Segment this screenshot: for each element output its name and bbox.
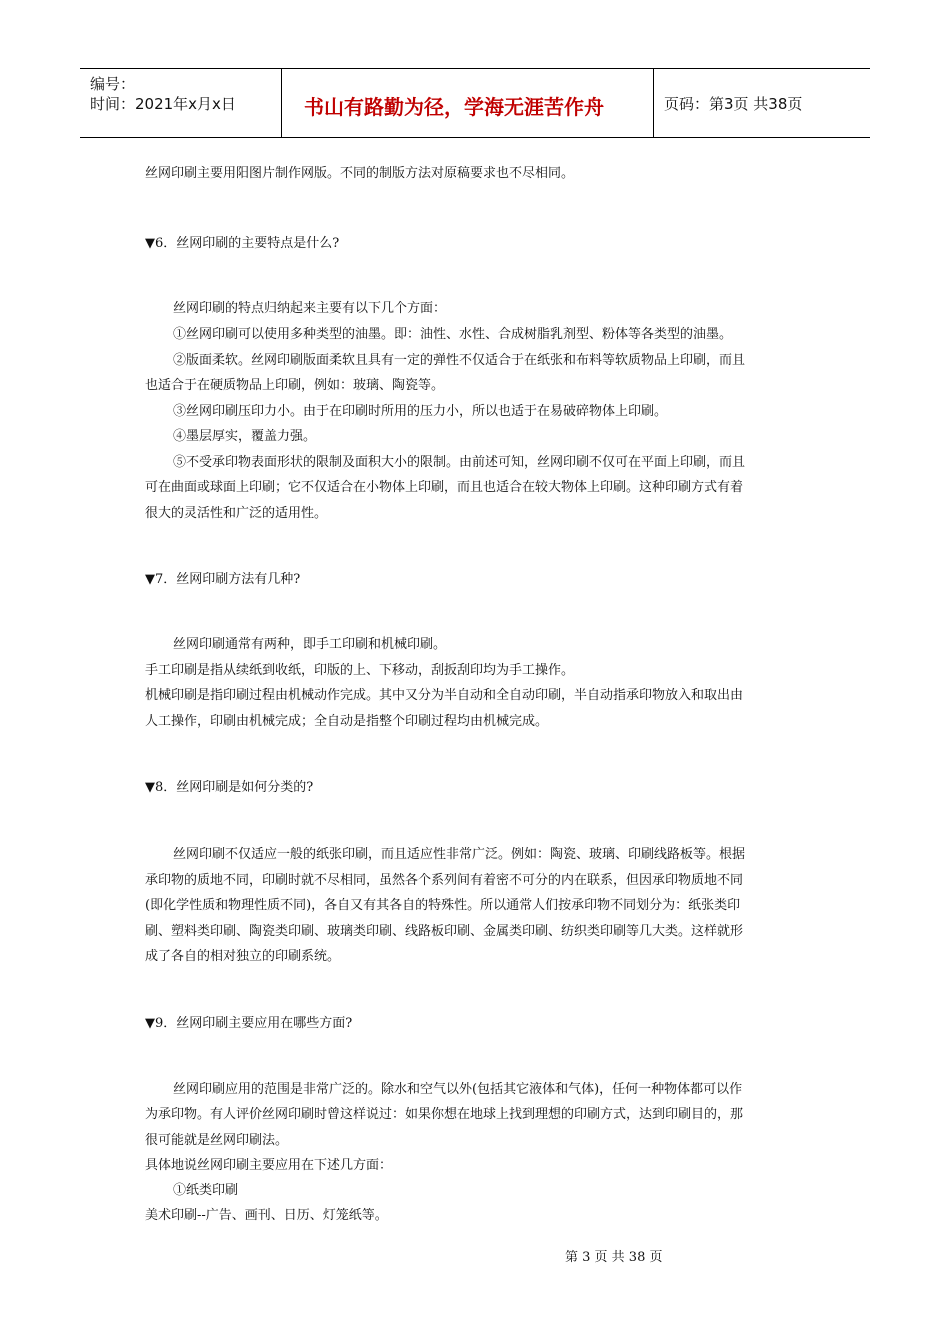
header-page-cell: [654, 69, 870, 137]
body-line: 人工操作，印刷由机械完成；全自动是指整个印刷过程均由机械完成。: [145, 714, 549, 729]
body-line: 手工印刷是指从续纸到收纸，印版的上、下移动，刮扳刮印均为手工操作。: [145, 663, 575, 678]
list-item: ③丝网印刷压印力小。由于在印刷时所用的压力小，所以也适于在易破碎物体上印刷。: [173, 404, 668, 419]
body-line: 很可能就是丝网印刷法。: [145, 1133, 289, 1148]
body-line: 成了各自的相对独立的印刷系统。: [145, 949, 341, 964]
section-heading-9: ▼9．丝网印刷主要应用在哪些方面?: [145, 1016, 353, 1031]
body-line: 也适合于在硬质物品上印刷，例如：玻璃、陶瓷等。: [145, 378, 445, 393]
list-item: ⑤不受承印物表面形状的限制及面积大小的限制。由前述可知，丝网印刷不仅可在平面上印刷，而且: [173, 455, 746, 470]
body-line: 丝网印刷主要用阳图片制作网版。不同的制版方法对原稿要求也不尽相同。: [145, 166, 575, 181]
body-line: 可在曲面或球面上印刷；它不仅适合在小物体上印刷，而且也适合在较大物体上印刷。这种印刷方式有着: [145, 480, 744, 495]
body-line: 丝网印刷通常有两种，即手工印刷和机械印刷。: [173, 637, 447, 652]
body-line: (即化学性质和物理性质不同)，各自又有其各自的特殊性。所以通常人们按承印物不同划分为：纸张类印: [145, 898, 741, 913]
section-heading-7: ▼7．丝网印刷方法有几种?: [145, 572, 301, 587]
list-item: ④墨层厚实，覆盖力强。: [173, 429, 317, 444]
page-header: [80, 68, 870, 138]
body-line: 具体地说丝网印刷主要应用在下述几方面：: [145, 1158, 393, 1173]
number-label: 编号：: [90, 75, 136, 93]
list-item: ①丝网印刷可以使用多种类型的油墨。即：油性、水性、合成树脂乳剂型、粉体等各类型的油墨。: [173, 327, 733, 342]
body-line: 丝网印刷的特点归纳起来主要有以下几个方面：: [173, 301, 447, 316]
body-line: 美术印刷--广告、画刊、日历、灯笼纸等。: [145, 1208, 388, 1223]
body-line: 为承印物。有人评价丝网印刷时曾这样说过：如果你想在地球上找到理想的印刷方式，达到印刷目的，那: [145, 1107, 744, 1122]
section-heading-6: ▼6．丝网印刷的主要特点是什么?: [145, 236, 340, 251]
body-line: 丝网印刷应用的范围是非常广泛的。除水和空气以外(包括其它液体和气体)，任何一种物体都可以作: [173, 1082, 743, 1097]
page-footer: 第 3 页 共 38 页: [565, 1250, 663, 1265]
list-item: ②版面柔软。丝网印刷版面柔软且具有一定的弹性不仅适合于在纸张和布料等软质物品上印刷，而且: [173, 353, 746, 368]
header-motto-cell: [282, 69, 654, 137]
motto-text: 书山有路勤为径，学海无涯苦作舟: [304, 95, 604, 119]
section-heading-8: ▼8．丝网印刷是如何分类的?: [145, 780, 314, 795]
list-item: ①纸类印刷: [173, 1183, 239, 1198]
body-line: 机械印刷是指印刷过程由机械动作完成。其中又分为半自动和全自动印刷，半自动指承印物放入和取出由: [145, 688, 744, 703]
time-label: 时间：2021年x月x日: [90, 95, 236, 113]
body-line: 承印物的质地不同，印刷时就不尽相同，虽然各个系列间有着密不可分的内在联系，但因承印物质地不同: [145, 873, 744, 888]
page-info: 页码：第3页 共38页: [664, 95, 803, 113]
body-line: 丝网印刷不仅适应一般的纸张印刷，而且适应性非常广泛。例如：陶瓷、玻璃、印刷线路板等。根据: [173, 847, 746, 862]
body-line: 很大的灵活性和广泛的适用性。: [145, 506, 328, 521]
body-line: 刷、塑料类印刷、陶瓷类印刷、玻璃类印刷、线路板印刷、金属类印刷、纺织类印刷等几大类。这样就形: [145, 924, 744, 939]
header-meta-cell: [80, 69, 282, 137]
